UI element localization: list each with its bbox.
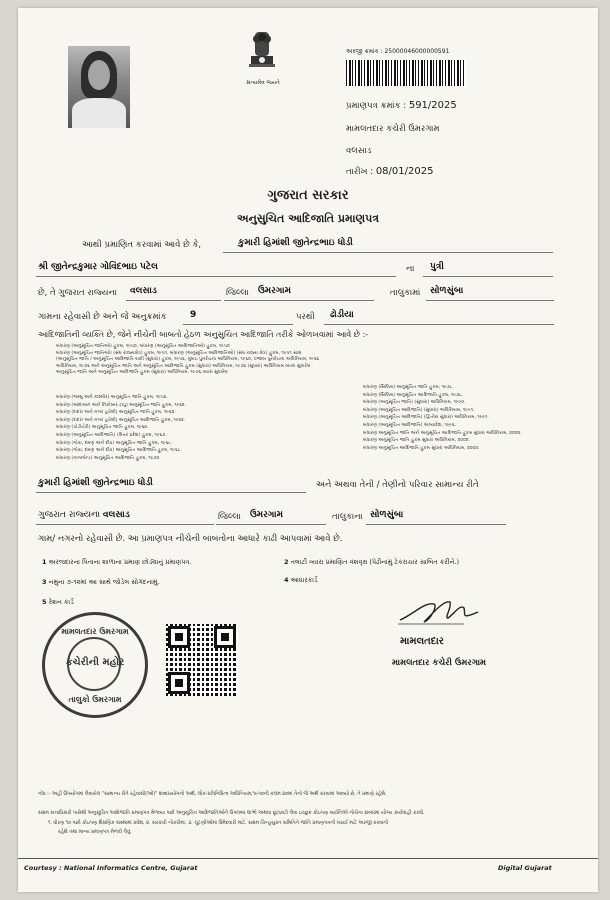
law-line: અધિનિયમ, ૧૯૭૬ અને અનુસૂચિત જાતિ અને અનુસૂચિત આદિજાતિ હુકમ (સુધારા) અધિનિયમ, ૧૯૭૬ (સુધારા) અધિનિયમ વ્યારા સુધારેલ bbox=[56, 363, 311, 369]
basis-item: 5 રેશન કાર્ડ bbox=[42, 598, 74, 606]
village-2: સોળસુંબા bbox=[370, 510, 404, 520]
order-item: બંધારણ (અનુસૂચિત આદિજાતિ) (દ્વિતીય સુધારા) અધિનિયમ, ૧૯૯૧. bbox=[363, 415, 489, 421]
office-district: વલસાડ bbox=[346, 146, 372, 156]
law-line: બંધારણ (અનુસૂચિત જાતિઓ) હુકમ, ૧૯૫૦, બંધારણ (અનુસૂચિત આદિજાતિઓ) હુકમ, ૧૯૫૦ bbox=[56, 344, 230, 349]
issue-date: તારીખ : 08/01/2025 bbox=[346, 166, 434, 177]
taluka-label: તાલુકામાં bbox=[390, 288, 421, 298]
orders-left bbox=[56, 394, 306, 462]
order-item: બંધારણ (દાદરા અને નગર હવેલી) અનુસૂચિત આદિજાતિ હુકમ, ૧૯૬૨. bbox=[56, 417, 186, 423]
barcode bbox=[346, 60, 466, 86]
order-item: બંધારણ અનુસૂચિત જાતિ હુકમ સુધારા અધિનિયમ, ૨૦૦૨. bbox=[363, 438, 471, 444]
basis-item: 4 આધારકાર્ડ bbox=[284, 576, 318, 584]
footnote-items: ૧. ધોરણ ૧૦ પછી કોઇપણ શૈક્ષણિક સંસ્થામાં પ્રવેશ, ૨. સરકારી નોકરીમાં, ૩. ચૂંટણીઓમાં ઉમેદવારી માટે, સક્ષમ ચિન્હ્‌યુક્ત સમિતિને જાતિ પ્રમાણપત્રની ખરાઈ માટે અરજી કરવાની bbox=[48, 821, 389, 826]
caste-sentence: આદિજાતિની વ્યક્તિ છે, જેને નીચેની બાબતો હેઠળ અનુસુચિત આદિજાતિ તરીકે ઓળખવામાં આવે છે :- bbox=[38, 330, 369, 339]
district-label-2: જિલ્લા bbox=[218, 512, 241, 522]
footnote-items-2: રહેશે તથા માન્ય પ્રમાણપત્ર મેળવી લેવું. bbox=[58, 830, 132, 835]
certify-prefix: આથી પ્રમાણિત કરવામાં આવે છે કે, bbox=[82, 240, 202, 250]
applicant-name: કુમારી હિમાંશી જીતેન્દ્રભાઇ ધોડી bbox=[238, 238, 353, 248]
applicant-photo bbox=[68, 46, 130, 128]
signatory-office: મામલતદાર કચેરી ઉમરગામ bbox=[392, 658, 487, 668]
courtesy-text: Courtesy : National Informatics Centre, Gujarat bbox=[24, 864, 198, 872]
basis-item: 2 તલાટી વ્યારા પ્રમાણિત વંશવૃક્ષ (પેઢીનામું ટેકરાચાર સાબિત કરીને.) bbox=[284, 558, 460, 566]
caste-label: પરથી bbox=[296, 312, 315, 322]
certificate-number: પ્રમાણપત્ર ક્રમાંક : 591/2025 bbox=[346, 100, 457, 111]
order-item: બંધારણ (પોંડીચેરી) અનુસૂચિત જાતિ હુકમ, ૧૯૬૪. bbox=[56, 425, 149, 431]
applicant-name-repeat: કુમારી હિમાંશી જીતેન્દ્રભાઇ ધોડી bbox=[38, 478, 153, 488]
application-number: અરજી ક્રમાંક : 25000046000000591 bbox=[346, 48, 450, 55]
district: વલસાડ bbox=[130, 286, 157, 296]
order-item: બંધારણ અનુસૂચિત આદિજાતિ હુકમ સુધારા અધિનિયમ, ૨૦૦૨. bbox=[363, 445, 480, 451]
relation-label: ના bbox=[406, 264, 415, 274]
order-item: બંધારણ (જમ્મુ અને કાશ્મીર) અનુસૂચિત જાતિ હુકમ, ૧૯૫૬. bbox=[56, 395, 168, 400]
qr-code bbox=[166, 624, 238, 696]
law-line: બંધારણ (અનુસૂચિત જાતિઓ) (સંઘ રાજ્યક્ષેત્ર) હુકમ, ૧૯૫૧, બંધારણ (અનુસૂચિત આદિજાતિઓ) (સંઘ રાજ્ય ક્ષેત્ર) હુકમ, ૧૯૫૧ સાથ bbox=[56, 350, 302, 356]
signatory-title: મામલતદાર bbox=[400, 636, 444, 647]
taluka-label-2: તાલુકાના bbox=[332, 512, 363, 522]
digital-gujarat-text: Digital Gujarat bbox=[498, 864, 552, 872]
relation: પુત્રી bbox=[430, 262, 444, 272]
certificate-page bbox=[18, 8, 598, 892]
residence-suffix: અને અથવા તેની / તેણીનો પરિવાર સામાન્ય રીતે bbox=[316, 480, 479, 490]
ashoka-emblem-icon bbox=[245, 30, 279, 76]
note-line: નોંધ :- અહીં ઉપયોગમાં લેવાયેલ "સામાન્ય રીતે રહેવાસી(ઓ)" શબ્દપ્રયોગનો અર્થ, લોક-પ્રતિનિધિત્વ અધિનિયમ,૧૯૫૦ની કલમ ૨૦માં તેનો જે અર્થ કરવામાં આવ્યો છે, તે પ્રમાણે રહેશે. bbox=[38, 792, 387, 797]
basis-item: 3 નમુના ૭-૧૨માં આ સાથે જોડેલ સોગંદનામું. bbox=[42, 578, 160, 586]
order-item: બંધારણ (સિક્કિમ) અનુસૂચિત આદિજાતિ હુકમ, ૧૯૭૮. bbox=[363, 392, 464, 398]
taluka-2: ઉમરગામ bbox=[250, 510, 283, 520]
order-item: બંધારણ (અનુસૂચિત જાતિ) (સુધારા) અધિનિયમ, ૧૯૯૦. bbox=[363, 400, 466, 406]
state-prefix-2: ગુજરાત રાજ્યના વલસાડ bbox=[38, 510, 130, 520]
state-prefix: છે, તે ગુજરાત રાજ્યના bbox=[38, 288, 117, 298]
issue-sentence: ગામ/ નગરનો રહેવાસી છે. આ પ્રમાણપત્ર નીચેની બાબતોના આધારે કાઢી આપવામાં આવે છે. bbox=[38, 534, 343, 544]
office-seal: મામલતદાર ઉમરગામ કચેરીની મહોર તાલુકો ઉમરગામ bbox=[42, 612, 148, 718]
order-item: બંધારણ (આંદામાન અને નિકોબાર ટાપુ) અનુસૂચિત જાતિ હુકમ, ૧૯૬૨. bbox=[56, 402, 187, 408]
footnote: સક્ષમ સત્તાધિકારી પાસેથી અનુસૂચિત આદિજાતિ પ્રમાણપત્ર મેળવ્યા પછી અનુસૂચિત આદિજાતિઓને ઉપલબ્ધ લાભો અથવા છૂટછાટો લેવા ઇચ્છુક કોઇપણ વ્યક્તિએ નીચેના સંબંધમાં યોગ્ય કાર્યવાહી કરવી. bbox=[38, 811, 425, 816]
village-line-prefix: ગામના રહેવાસી છે અને જે અનુક્રમાંક bbox=[38, 312, 167, 322]
law-line: અનુસૂચિત જાતિ અને અનુસૂચિત આદિજાતિ હુકમ (સુધારા) અધિનિયમ, ૧૯૭૬ વ્યારા સુધારેલ bbox=[56, 370, 228, 376]
district-label: જિલ્લા bbox=[226, 288, 249, 298]
certificate-title: અનુસુચિત આદિજાતિ પ્રમાણપત્ર bbox=[236, 212, 380, 225]
emblem-caption: સત્યમેવ જયતે bbox=[246, 80, 280, 86]
order-item: બંધારણ (દાદરા અને નગર હવેલી) અનુસૂચિત જાતિ હુકમ, ૧૯૬૨. bbox=[56, 410, 176, 416]
government-title: ગુજરાત સરકાર bbox=[267, 188, 349, 203]
order-item: બંધારણ (ગોવા, દમણ અને દીવ) અનુસૂચિત જાતિ હુકમ, ૧૯૬૮. bbox=[56, 440, 173, 446]
law-line: (અનુસૂચિત જાતિ / અનુસૂચિત આદિજાતિ યાદી (સુધારા) હુકમ, ૧૯૫૬, મુંબઇ પુનર્રચના અધિનિયમ, ૧૯૬૦, પંજાબ પુનર્રચના અધિનિયમ, ૧૯૬૬ bbox=[56, 357, 320, 363]
law-lines bbox=[56, 344, 566, 377]
order-item: બંધારણ અનુસૂચિત જાતિ અને અનુસૂચિત આદિજાતિ હુકમ સુધારા અધિનિયમ, ૨૦૦૨. bbox=[363, 430, 522, 436]
signature-icon bbox=[394, 594, 484, 630]
office-name: મામલતદાર કચેરી ઉમરગામ bbox=[346, 124, 440, 134]
order-item: બંધારણ (ગોવા, દમણ અને દીવ) અનુસૂચિત આદિજાતિ હુકમ, ૧૯૬૮. bbox=[56, 448, 182, 454]
taluka: ઉમરગામ bbox=[258, 286, 291, 296]
basis-item: 1 અરજદારના પિતાના શાળાના પ્રમાણ છોડ્યાનું પ્રમાણપત્ર. bbox=[42, 558, 192, 566]
order-item: બંધારણ (નાગાલેન્ડ) અનુસૂચિત આદિજાતિ હુકમ, ૧૯૭૦. bbox=[56, 455, 161, 461]
order-item: બંધારણ (અનુસૂચિત આદિજાતિ) (ઉત્તર પ્રદેશ) હુકમ, ૧૯૬૭. bbox=[56, 432, 167, 438]
caste: ઢોડીયા bbox=[330, 310, 354, 320]
order-item: બંધારણ (સિક્કિમ) અનુસૂચિત જાતિ હુકમ, ૧૯૭૮. bbox=[363, 385, 454, 390]
village: સોળસુંબા bbox=[430, 286, 464, 296]
order-item: બંધારણ (અનુસૂચિત આદિજાતિ) અધ્યાદેશ, ૧૯૯૬. bbox=[363, 422, 457, 428]
order-item: બંધારણ (અનુસૂચિત આદિજાતિ) (સુધારા) અધિનિયમ, ૧૯૯૧. bbox=[363, 407, 475, 413]
orders-right bbox=[363, 384, 573, 452]
father-name: શ્રી જીતેન્દ્રકુમાર ગોવિંદભાઇ પટેલ bbox=[38, 262, 158, 272]
serial-number: 9 bbox=[190, 310, 197, 320]
